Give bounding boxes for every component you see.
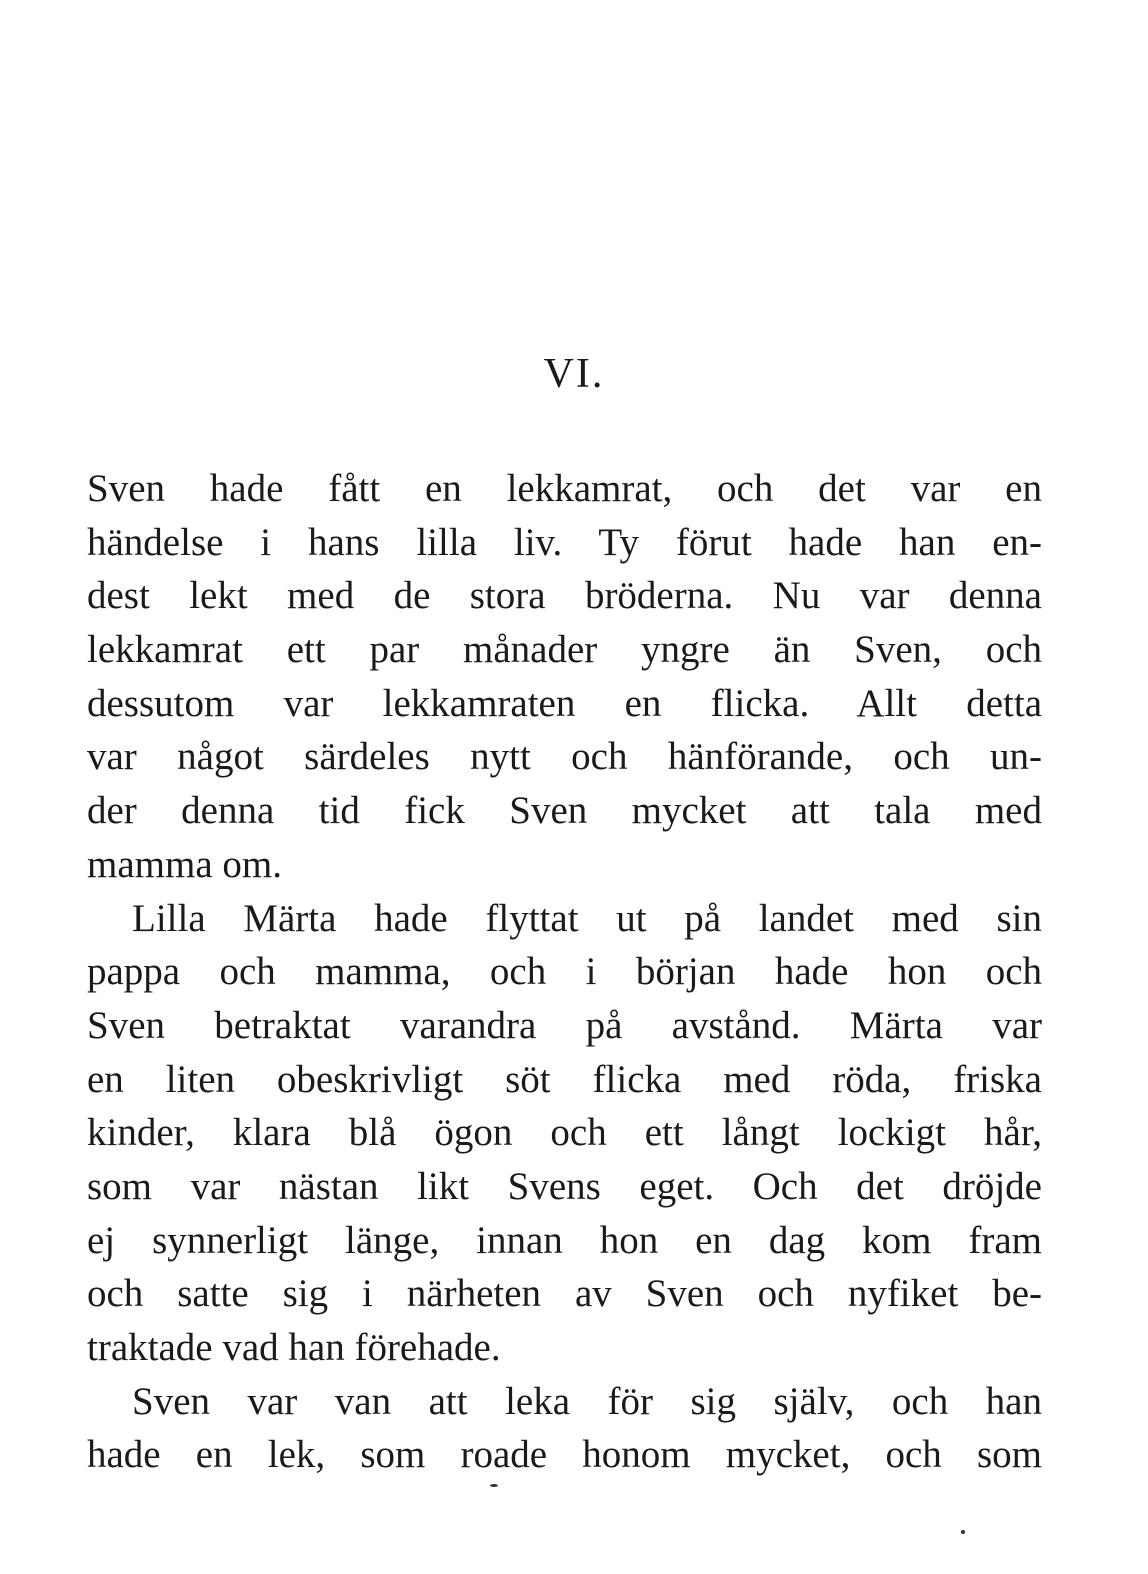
text-line: som var nästan likt Svens eget. Och det dröjde bbox=[87, 1164, 1042, 1208]
text-line: dest lekt med de stora bröderna. Nu var denna bbox=[87, 574, 1042, 618]
text-line: Lilla Märta hade flyttat ut på landet med sin bbox=[132, 896, 1042, 940]
text-line: traktade vad han förehade. bbox=[87, 1326, 501, 1369]
text-line: lekkamrat ett par månader yngre än Sven, och bbox=[87, 628, 1042, 672]
text-line: och satte sig i närheten av Sven och nyfiket be- bbox=[87, 1272, 1042, 1316]
text-line: ej synnerligt länge, innan hon en dag kom fram bbox=[87, 1218, 1042, 1262]
paragraph bbox=[87, 892, 1042, 1375]
text-line: händelse i hans lilla liv. Ty förut hade han en- bbox=[87, 520, 1042, 564]
text-line: der denna tid fick Sven mycket att tala med bbox=[87, 789, 1042, 833]
text-line: var något särdeles nytt och hänförande, och un- bbox=[87, 735, 1042, 779]
text-line: Sven betraktat varandra på avstånd. Märta var bbox=[87, 1003, 1042, 1047]
text-line: en liten obeskrivligt söt flicka med röda, friska bbox=[87, 1057, 1042, 1101]
paragraph bbox=[87, 462, 1042, 892]
text-line: hade en lek, som roade honom mycket, och som bbox=[87, 1433, 1042, 1477]
paragraph bbox=[87, 1375, 1042, 1482]
text-line: Sven hade fått en lekkamrat, och det var en bbox=[87, 467, 1042, 510]
text-line: dessutom var lekkamraten en flicka. Allt detta bbox=[87, 681, 1042, 725]
text-line: pappa och mamma, och i början hade hon och bbox=[87, 950, 1042, 994]
text-line: mamma om. bbox=[87, 842, 282, 886]
print-speck bbox=[490, 1484, 498, 1487]
body-text bbox=[87, 462, 1042, 1482]
chapter-heading: VI. bbox=[543, 351, 605, 397]
text-line: Sven var van att leka för sig själv, och han bbox=[132, 1379, 1042, 1423]
print-speck bbox=[961, 1530, 965, 1534]
text-line: kinder, klara blå ögon och ett långt lockigt hår, bbox=[87, 1111, 1042, 1155]
